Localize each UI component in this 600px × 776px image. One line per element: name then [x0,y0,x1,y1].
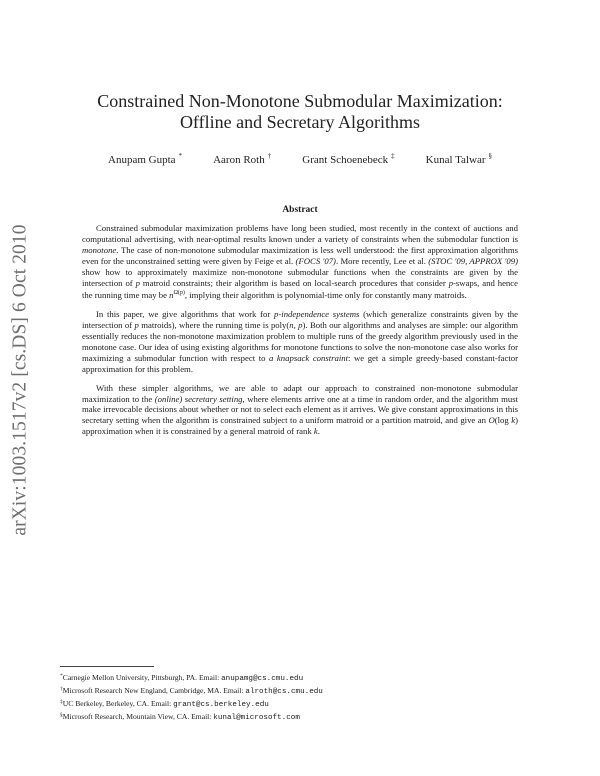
email-link[interactable]: alroth@cs.cmu.edu [245,688,323,696]
author [426,152,492,166]
email-link[interactable]: anupamg@cs.cmu.edu [221,675,304,683]
author-name: Kunal Talwar [425,154,486,166]
footnote: *Carnegie Mellon University, Pittsburgh, PA. Email: anupamg@cs.cmu.edu [60,673,304,683]
author-name: Aaron Roth [213,154,265,166]
author [302,152,394,166]
author-name: Grant Schoenebeck [302,154,389,166]
footnote: †Microsoft Research New England, Cambridge, MA. Email: alroth@cs.cmu.edu [60,686,323,696]
author-footnote-mark: † [267,152,272,160]
arxiv-identifier-stamp [8,200,34,560]
email-link[interactable]: grant@cs.berkeley.edu [173,701,269,709]
author-name: Anupam Gupta [108,154,176,166]
author-footnote-mark: ‡ [391,152,395,160]
title-line-1: Constrained Non-Monotone Submodular Maximization: [97,91,503,111]
arxiv-identifier: arXiv:1003.1517v2 [cs.DS] 6 Oct 2010 [10,224,32,536]
abstract-paragraph-1: Constrained submodular maximization problems have long been studied, most recently in the context of auctions and computational advertising, with near-optimal results known under a variety of constraints when the submodular function is monotone. The case of non-monotone submodular maximization is less well understood: the first approximation algorithms even for the unconstrained setting were given by Feige et al. (FOCS '07). More recently, Lee et al. (STOC '09, APPROX '09) show how to approximately maximize non-monotone submodular functions when the constraints are given by the intersection of p matroid constraints; their algorithm is based on local-search procedures that consider p-swaps, and hence the running time may be $n^{\Omega(p)}$, implying their algorithm is polynomial-time only for constantly many matroids. [82,223,518,301]
footnotes [60,671,480,723]
author-footnote-mark: * [178,152,183,160]
author [213,152,271,166]
abstract-paragraph-2: In this paper, we give algorithms that work for p-independence systems (which generalize constraints given by the intersection of p matroids), where the running time is poly(n, p). Both our algorithms and analyses are simple: our algorithm essentially reduces the non-monotone maximization problem to multiple runs of the greedy algorithm previously used in the monotone case. Our idea of using existing algorithms for monotone functions to solve the non-monotone case also works for maximizing a submodular function with respect to a knapsack constraint: we get a simple greedy-based constant-factor approximation for this problem. [82,309,519,374]
abstract-body [82,223,518,445]
footnote-divider [60,666,154,667]
footnote: §Microsoft Research, Mountain View, CA. Email: kunal@microsoft.com [60,712,300,722]
abstract-paragraph-3: With these simpler algorithms, we are able to adapt our approach to constrained non-monotone submodular maximization to the (online) secretary setting, where elements arrive one at a time in random order, and the algorithm must make irrevocable decisions about whether or not to select each element as it arrives. We give constant approximations in this secretary setting when the algorithm is constrained subject to a uniform matroid or a partition matroid, and give an O(log k) approximation when it is constrained by a general matroid of rank k. [82,382,518,437]
footnote: ‡UC Berkeley, Berkeley, CA. Email: grant@cs.berkeley.edu [60,699,269,709]
author-footnote-mark: § [488,152,492,160]
title-line-2: Offline and Secretary Algorithms [179,112,421,132]
author-list [60,152,540,166]
email-link[interactable]: kunal@microsoft.com [213,714,300,722]
abstract-heading: Abstract [282,205,318,215]
paper-title [60,91,540,133]
author [108,152,182,166]
